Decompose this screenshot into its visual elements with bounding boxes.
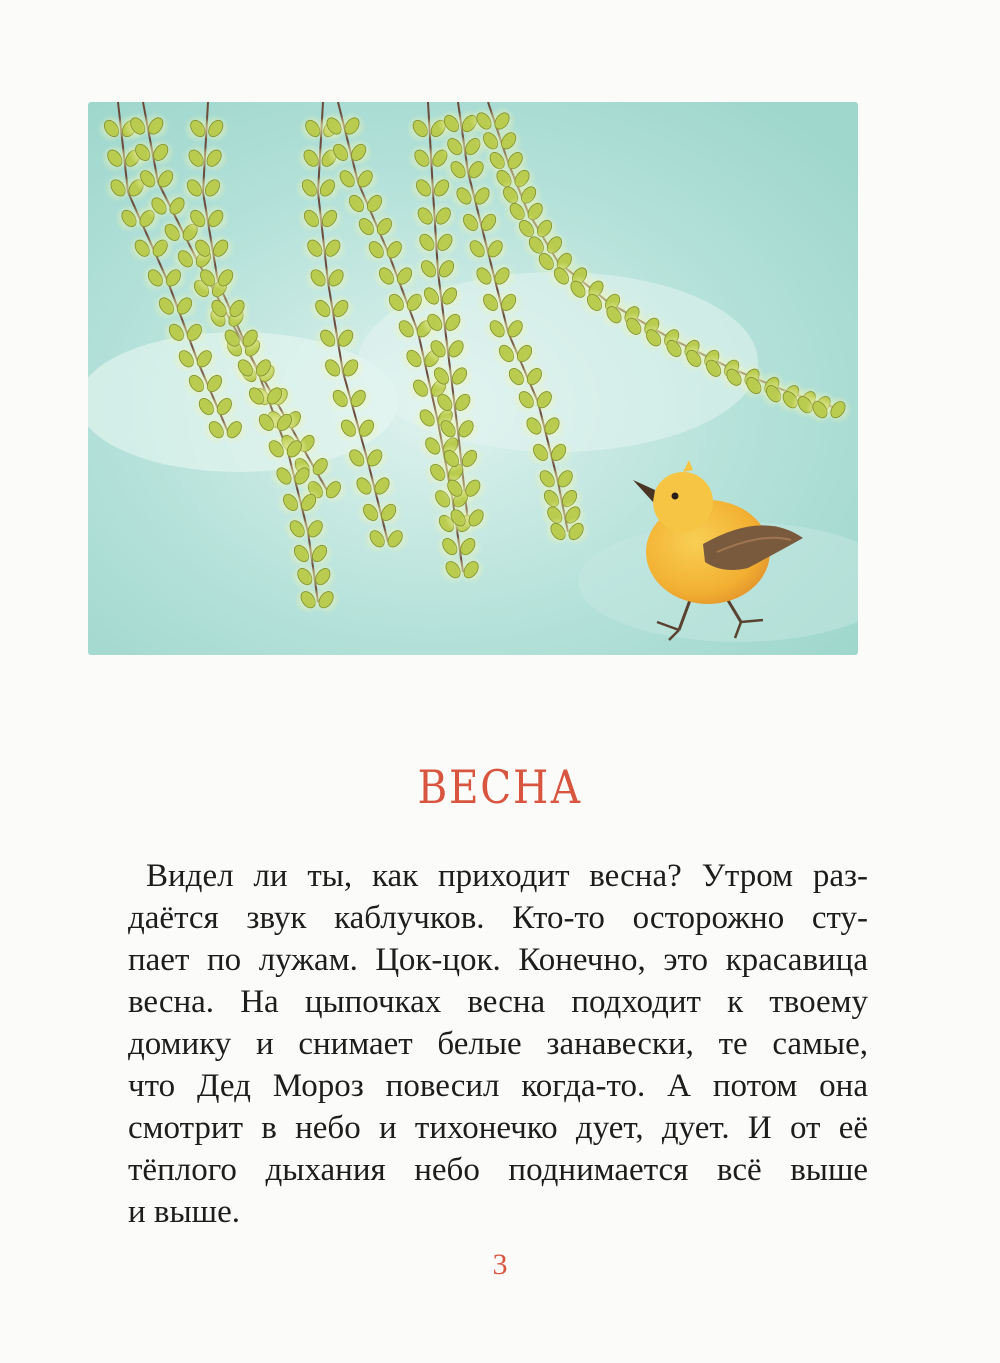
spring-illustration [88,102,858,655]
illustration-svg [88,102,858,655]
paragraph-line: и выше. [128,1194,240,1230]
page-number: 3 [492,1248,508,1281]
page-title: ВЕСНА [417,760,583,814]
paragraph-line: весна. На цыпочках весна подходит к твоему [128,984,868,1020]
paragraph-line: пает по лужам. Цок-цок. Конечно, это красавица [128,942,868,978]
paragraph-line: тёплого дыхания небо поднимается всё выше [128,1152,868,1188]
paragraph-line: смотрит в небо и тихонечко дует, дует. И от её [128,1110,868,1146]
paragraph-line: что Дед Мороз повесил когда-то. А потом она [128,1068,868,1104]
paragraph-line: даётся звук каблучков. Кто-то осторожно сту- [128,900,868,936]
paragraph-line: домику и снимает белые занавески, те самые, [128,1026,868,1062]
paragraph-line: Видел ли ты, как приходит весна? Утром раз- [146,858,868,894]
story-paragraph [128,855,868,1233]
